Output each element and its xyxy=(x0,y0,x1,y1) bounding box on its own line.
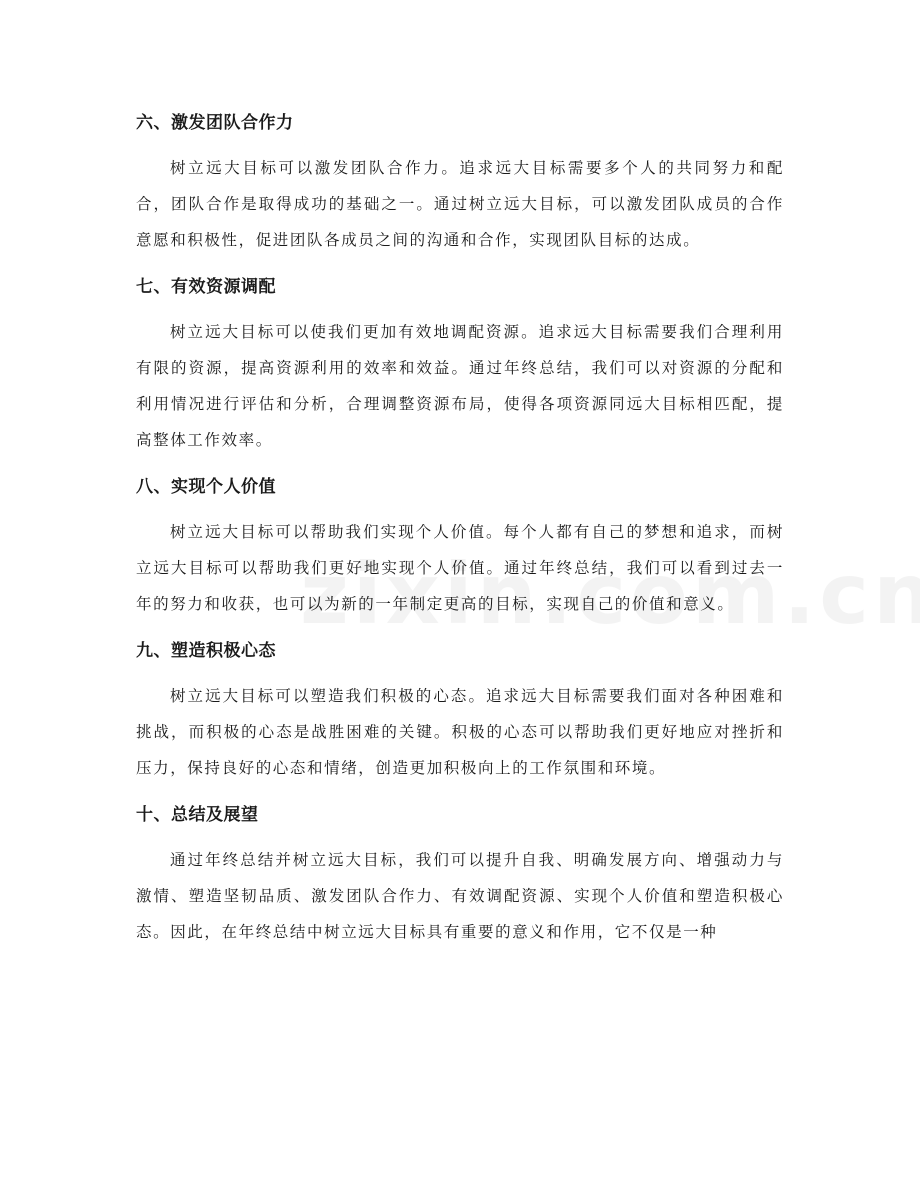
section-paragraph: 通过年终总结并树立远大目标，我们可以提升自我、明确发展方向、增强动力与激情、塑造坚韧品质、激发团队合作力、有效调配资源、实现个人价值和塑造积极心态。因此，在年终总结中树立远大目标具有重要的意义和作用，它不仅是一种 xyxy=(136,851,784,941)
section-paragraph: 树立远大目标可以激发团队合作力。追求远大目标需要多个人的共同努力和配合，团队合作是取得成功的基础之一。通过树立远大目标，可以激发团队成员的合作意愿和积极性，促进团队各成员之间的沟通和合作，实现团队目标的达成。 xyxy=(136,159,784,249)
section-8 xyxy=(136,472,784,622)
section-10 xyxy=(136,800,784,950)
section-7 xyxy=(136,272,784,458)
section-paragraph: 树立远大目标可以帮助我们实现个人价值。每个人都有自己的梦想和追求，而树立远大目标可以帮助我们更好地实现个人价值。通过年终总结，我们可以看到过去一年的努力和收获，也可以为新的一年制定更高的目标，实现自己的价值和意义。 xyxy=(136,523,784,613)
document-content xyxy=(136,108,784,964)
section-paragraph: 树立远大目标可以使我们更加有效地调配资源。追求远大目标需要我们合理利用有限的资源，提高资源利用的效率和效益。通过年终总结，我们可以对资源的分配和利用情况进行评估和分析，合理调整资源布局，使得各项资源同远大目标相匹配，提高整体工作效率。 xyxy=(136,323,784,449)
section-heading: 七、有效资源调配 xyxy=(136,277,276,297)
section-6 xyxy=(136,108,784,258)
section-heading: 八、实现个人价值 xyxy=(136,477,276,497)
section-heading: 十、总结及展望 xyxy=(136,805,259,825)
section-heading: 九、塑造积极心态 xyxy=(136,641,276,661)
section-paragraph: 树立远大目标可以塑造我们积极的心态。追求远大目标需要我们面对各种困难和挑战，而积极的心态是战胜困难的关键。积极的心态可以帮助我们更好地应对挫折和压力，保持良好的心态和情绪，创造更加积极向上的工作氛围和环境。 xyxy=(136,687,784,777)
section-heading: 六、激发团队合作力 xyxy=(136,113,294,133)
section-9 xyxy=(136,636,784,786)
